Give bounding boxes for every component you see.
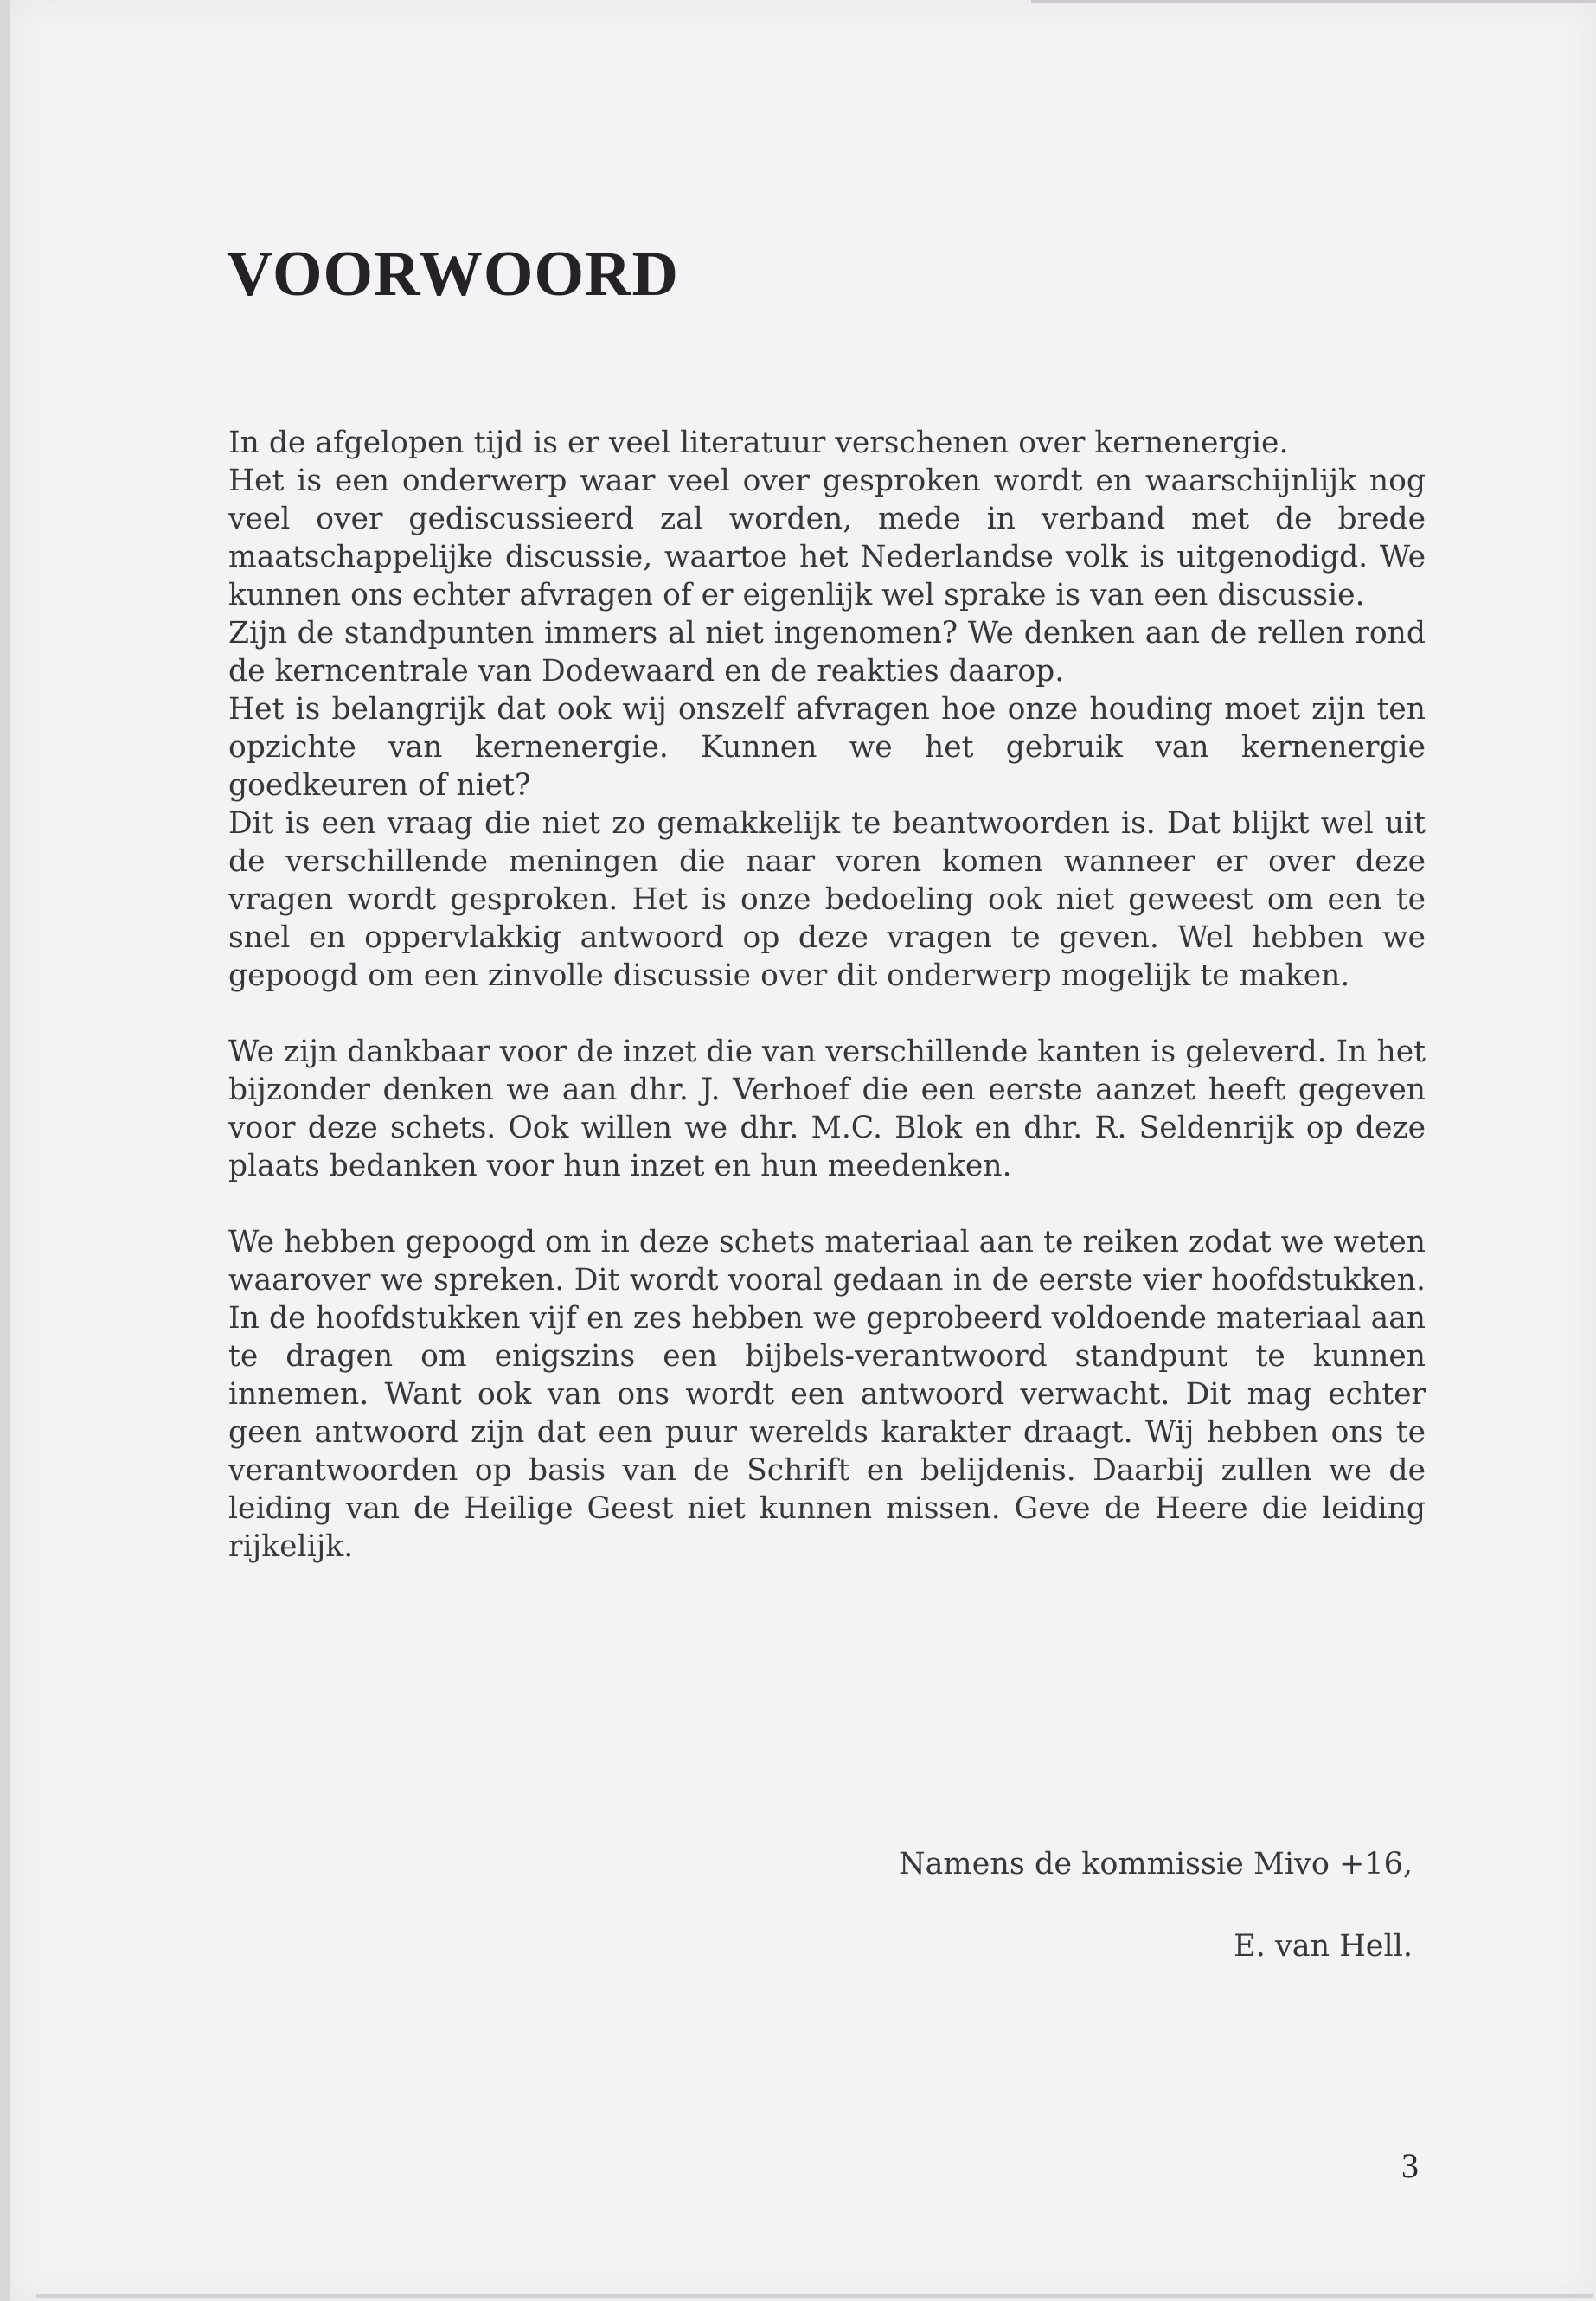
signature-line: Namens de kommissie Mivo +16,	[898, 1847, 1413, 1881]
page-title: VOORWOORD	[227, 239, 679, 310]
paragraph-1-line-1: In de afgelopen tijd is er veel literatuur verschenen over kernenergie.	[228, 426, 1289, 460]
body-text	[228, 424, 1426, 1566]
paragraph-2: We zijn dankbaar voor de inzet die van verschillende kanten is geleverd. In het bijzonder denken we aan dhr. J. Verhoef die een eerste aanzet heeft gegeven voor deze schets. Ook willen we dhr. M.C. Blok en dhr. R. Seldenrijk op deze plaats bedanken voor hun inzet en hun meedenken.	[228, 1035, 1426, 1183]
paragraph-1-line-5: Dit is een vraag die niet zo gemakkelijk te beantwoorden is. Dat blijkt wel uit de verschillende meningen die naar voren komen wanneer er over deze vragen wordt gesproken. Het is onze bedoeling ook niet geweest om een te snel en oppervlakkig antwoord op deze vragen te geven. Wel hebben we gepoogd om een zinvolle discussie over dit onderwerp mogelijk te maken.	[228, 806, 1426, 993]
page-top-edge	[1031, 0, 1596, 3]
page-number: 3	[1401, 2146, 1419, 2185]
paragraph-1-line-4: Het is belangrijk dat ook wij onszelf afvragen hoe onze houding moet zijn ten opzichte van kernenergie. Kunnen we het gebruik van kernenergie goedkeuren of niet?	[228, 692, 1426, 803]
page-bottom-edge	[36, 2294, 1593, 2298]
document-page	[10, 0, 1596, 2301]
paragraph-1-line-3: Zijn de standpunten immers al niet ingenomen? We denken aan de rellen rond de kerncentrale van Dodewaard en de reakties daarop.	[228, 616, 1426, 689]
paragraph-1-line-2: Het is een onderwerp waar veel over gesproken wordt en waarschijnlijk nog veel over gediscussieerd zal worden, mede in verband met de brede maatschappelijke discussie, waartoe het Nederlandse volk is uitgenodigd. We kunnen ons echter afvragen of er eigenlijk wel sprake is van een discussie.	[228, 464, 1426, 612]
signature-name: E. van Hell.	[1234, 1929, 1413, 1964]
paragraph-3: We hebben gepoogd om in deze schets materiaal aan te reiken zodat we weten waarover we spreken. Dit wordt vooral gedaan in de eerste vier hoofdstukken. In de hoofdstukken vijf en zes hebben we geprobeerd voldoende materiaal aan te dragen om enigszins een bijbels-verantwoord standpunt te kunnen innemen. Want ook van ons wordt een antwoord verwacht. Dit mag echter geen antwoord zijn dat een puur werelds karakter draagt. Wij hebben ons te verantwoorden op basis van de Schrift en belijdenis. Daarbij zullen we de leiding van de Heilige Geest niet kunnen missen. Geve de Heere die leiding rijkelijk.	[228, 1225, 1426, 1564]
